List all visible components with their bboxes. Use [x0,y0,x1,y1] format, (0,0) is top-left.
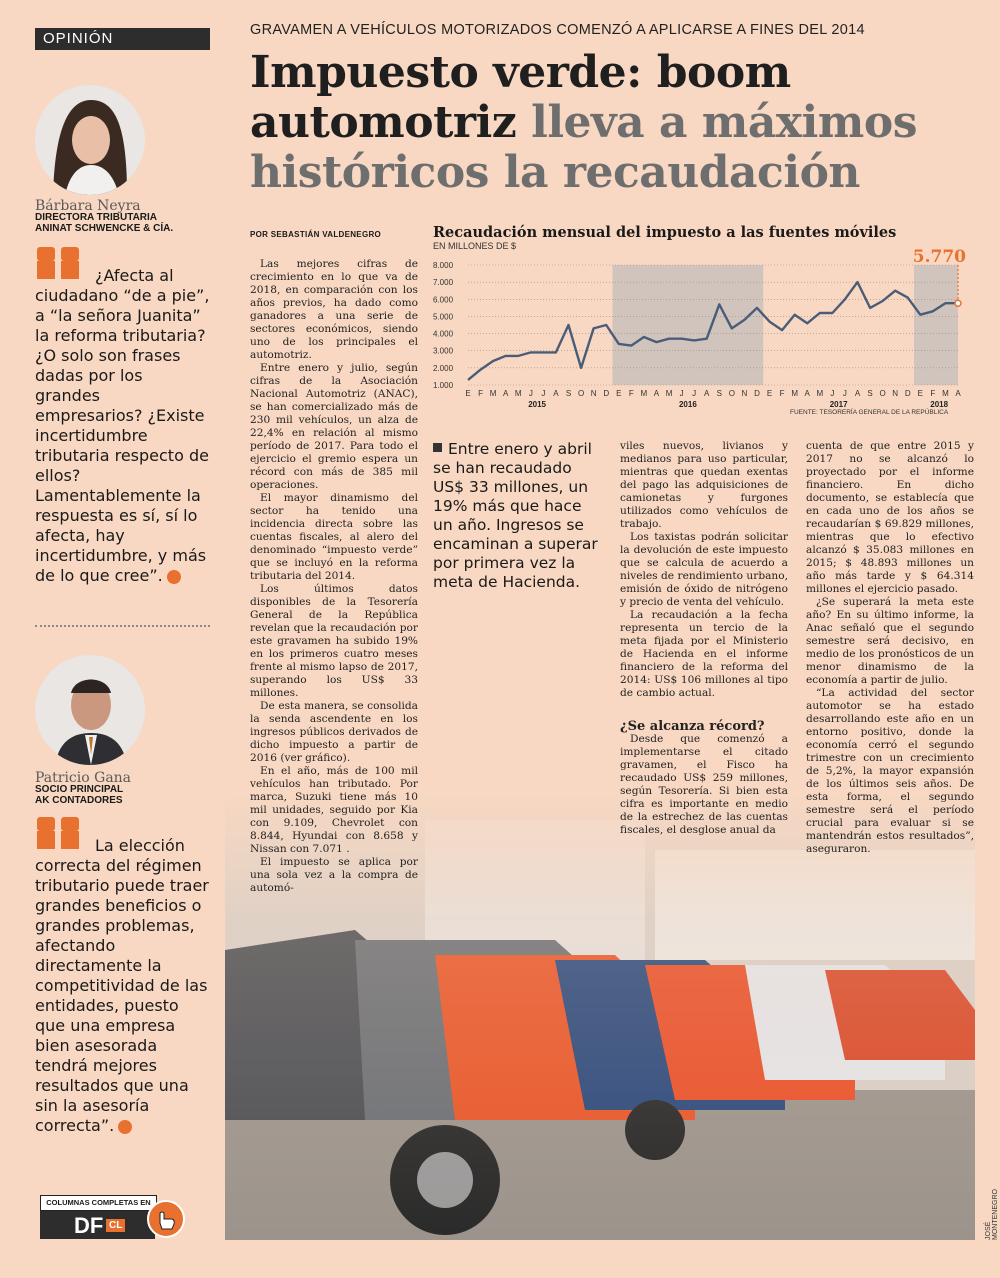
square-bullet-icon [433,443,442,452]
columnist-role-2: SOCIO PRINCIPAL AK CONTADORES [35,784,124,806]
x-tick-label: A [503,389,509,398]
columnist-name-1: Bárbara Neyra [35,198,141,214]
paragraph: viles nuevos, livianos y medianos para uso particular, mientras que quedan exentas del pago las adquisiciones de camionetas y furgones utilizados como vehículos de trabajo. [620,440,788,530]
section-tab: OPINIÓN [35,28,210,50]
x-tick-label: M [489,389,497,398]
x-tick-label: E [465,389,471,398]
kicker: GRAVAMEN A VEHÍCULOS MOTORIZADOS COMENZÓ A APLICARSE A FINES DEL 2014 [250,22,865,38]
y-tick-label: 5.000 [433,312,454,322]
y-tick-label: 4.000 [433,329,454,339]
x-tick-label: E [616,389,622,398]
columnist-photo-2 [35,655,145,765]
paragraph: En el año, más de 100 mil vehículos han tributado. Por marca, Suzuki tiene más 10 mil unidades, seguido por Kia con 9.109, Chevrolet con 8.844, Hyundai con 8.658 y Nissan con 7.071 . [250,765,418,855]
columnist-quote-1: ¿Afecta al ciudadano “de a pie”, a “la señora Juanita” la reforma tributaria? ¿O solo son frases dadas por los grandes empresarios? ¿Existe incertidumbre tributaria respecto de ellos? Lamentablemente la respuesta es sí, sí lo afecta, hay incertidumbre, y más de lo que cree”. [35,266,210,585]
df-promo-label: COLUMNAS COMPLETAS EN [40,1195,157,1211]
x-tick-label: J [679,389,684,398]
paragraph: Los taxistas podrán solicitar la devolución de este impuesto que se calcula de acuerdo a niveles de rendimiento urbano, emisión de óxido de nitrógeno y precio de venta del vehículo. [620,531,788,608]
columnist-name-2: Patricio Gana [35,770,132,786]
x-tick-label: O [728,389,735,398]
revenue-chart [433,245,973,410]
x-tick-label: O [577,389,585,398]
year-label: 2016 [678,400,697,409]
x-tick-label: J [830,389,835,398]
df-logo: DF CL [40,1211,155,1239]
article-column-4 [806,440,974,856]
x-tick-label: J [528,389,533,398]
x-tick-label: F [779,389,785,398]
x-tick-label: A [804,389,810,398]
x-tick-label: M [942,389,949,398]
columnist-photo-1 [35,85,145,195]
columnist-quote-2: La elección correcta del régimen tributario puede traer grandes beneficios o grandes problemas, afectando directamente la competitividad de las entidades, puesto que una empresa bien asesorada tendrá mejores resultados que una sin la asesoría correcta”. [35,836,209,1135]
y-tick-label: 6.000 [433,295,454,305]
paragraph: La recaudación a la fecha representa un tercio de la meta fijada por el Ministerio de Hacienda en el informe financiero de la reforma del 2014: US$ 106 millones al tipo de cambio actual. [620,609,788,699]
x-tick-label: S [867,389,873,398]
year-band [914,265,958,385]
hand-pointer-icon [146,1199,186,1239]
y-tick-label: 3.000 [433,346,454,356]
x-tick-label: F [930,389,936,398]
x-tick-label: D [904,389,911,398]
end-value-label: 5.770 [912,247,966,267]
year-label: 2015 [528,400,547,409]
chart-source: FUENTE: TESORERÍA GENERAL DE LA REPÚBLICA [790,409,949,416]
paragraph: “La actividad del sector automotor se ha estado desarrollando este año en un entorno positivo, donde la economía cerró el segundo trimestre con un crecimiento de 5,2%, la mayor expansión de los últimos seis años. De esta forma, el segundo semestre será el período crucial para evaluar si se mantendrán estos resultados”, aseguraron. [806,687,974,855]
x-tick-label: O [879,389,886,398]
x-tick-label: M [791,389,799,398]
y-tick-label: 8.000 [433,261,454,270]
y-tick-label: 7.000 [433,278,454,288]
paragraph: ¿Se superará la meta este año? En su último informe, la Anac señaló que el segundo semestre será decisivo, en medio de los pronósticos de un menor dinamismo de la economía a partir de julio. [806,596,974,686]
x-tick-label: J [692,389,697,398]
end-marker [955,300,961,306]
photo-credit: JOSÉ MONTENEGRO [985,1189,999,1240]
year-label: 2017 [829,400,848,409]
byline: POR SEBASTIÁN VALDENEGRO [250,230,382,239]
x-tick-label: F [478,389,484,398]
highlight-box: Entre enero y abril se han recaudado US$ 33 millones, un 19% más que hace un año. Ingresos se encaminan a superar por primera vez la meta de Hacienda. [433,440,598,591]
x-tick-label: M [816,389,824,398]
x-tick-label: D [754,389,760,398]
x-tick-label: S [565,389,572,398]
paragraph: Los últimos datos disponibles de la Tesorería General de la República revelan que la recaudación por este gravamen ha subido 19% en los primeros cuatro meses frente al mismo lapso de 2017, superando los US$ 33 millones. [250,583,418,699]
paragraph: Las mejores cifras de crecimiento en lo que va de 2018, en comparación con los años previos, ha dado como ganadores a una serie de sectores económicos, siendo uno de los principales el automotriz. [250,258,418,361]
x-tick-label: M [640,389,648,398]
x-tick-label: D [603,389,610,398]
x-tick-label: N [892,389,899,398]
x-tick-label: M [514,389,522,398]
paragraph: El mayor dinamismo del sector ha tenido una incidencia directa sobre las cuentas fiscales, al alero del denominado “impuesto verde” que se incluyó en la reforma tributaria del 2014. [250,492,418,582]
x-tick-label: A [553,389,559,398]
x-tick-label: A [704,389,710,398]
paragraph: Entre enero y julio, según cifras de la Asociación Nacional Automotriz (ANAC), se han comercializado más de 230 mil vehículos, un alza de 22,4% en relación al mismo período de 2017. Para todo el ejercicio el gremio espera un récord con más de 385 mil operaciones. [250,362,418,491]
x-tick-label: S [716,389,722,398]
x-tick-label: J [541,389,546,398]
x-tick-label: E [917,389,923,398]
y-tick-label: 2.000 [433,363,454,373]
chart-title: Recaudación mensual del impuesto a las fuentes móviles [433,224,897,241]
x-tick-label: M [665,389,673,398]
columnist-role-1: DIRECTORA TRIBUTARIA ANINAT SCHWENCKE & CÍA. [35,212,174,234]
year-label: 2018 [930,400,949,409]
x-tick-label: A [955,389,961,398]
paragraph: De esta manera, se consolida la senda ascendente en los ingresos públicos derivados de dicho impuesto a partir de 2016 (ver gráfico). [250,700,418,764]
headline: Impuesto verde: boom automotriz lleva a máximos históricos la recaudación [250,47,917,198]
paragraph: El impuesto se aplica por una sola vez a la compra de automó- [250,856,418,894]
divider [35,625,210,627]
chart-ylabel: EN MILLONES DE $ [433,241,517,251]
subhead: ¿Se alcanza récord? [620,719,765,734]
df-logo-icon [118,1120,132,1134]
article-column-3 [620,440,788,837]
paragraph: cuenta de que entre 2015 y 2017 no se alcanzó lo proyectado por el informe financiero. En dicho documento, se establecía que en cada uno de los años se recaudarían $ 69.829 millones, mientras que lo efectivo alcanzó $ 35.083 millones en 2015; $ 48.893 millones un año más tarde y $ 64.314 millones el ejercicio pasado. [806,440,974,595]
x-tick-label: F [628,389,634,398]
x-tick-label: J [842,389,847,398]
x-tick-label: N [590,389,597,398]
y-tick-label: 1.000 [433,381,454,390]
x-tick-label: A [854,389,861,398]
x-tick-label: N [741,389,748,398]
year-band [612,265,763,385]
x-tick-label: A [653,389,660,398]
df-promo-box[interactable] [40,1195,190,1243]
x-tick-label: E [766,389,773,398]
paragraph: Desde que comenzó a implementarse el citado gravamen, el Fisco ha recaudado US$ 259 millones, según Tesorería. Si bien esta cifra es importante en medio de la estrechez de las cuentas fiscales, el desglose anual da [620,733,788,836]
df-logo-icon [167,570,181,584]
article-column-1 [250,258,418,895]
